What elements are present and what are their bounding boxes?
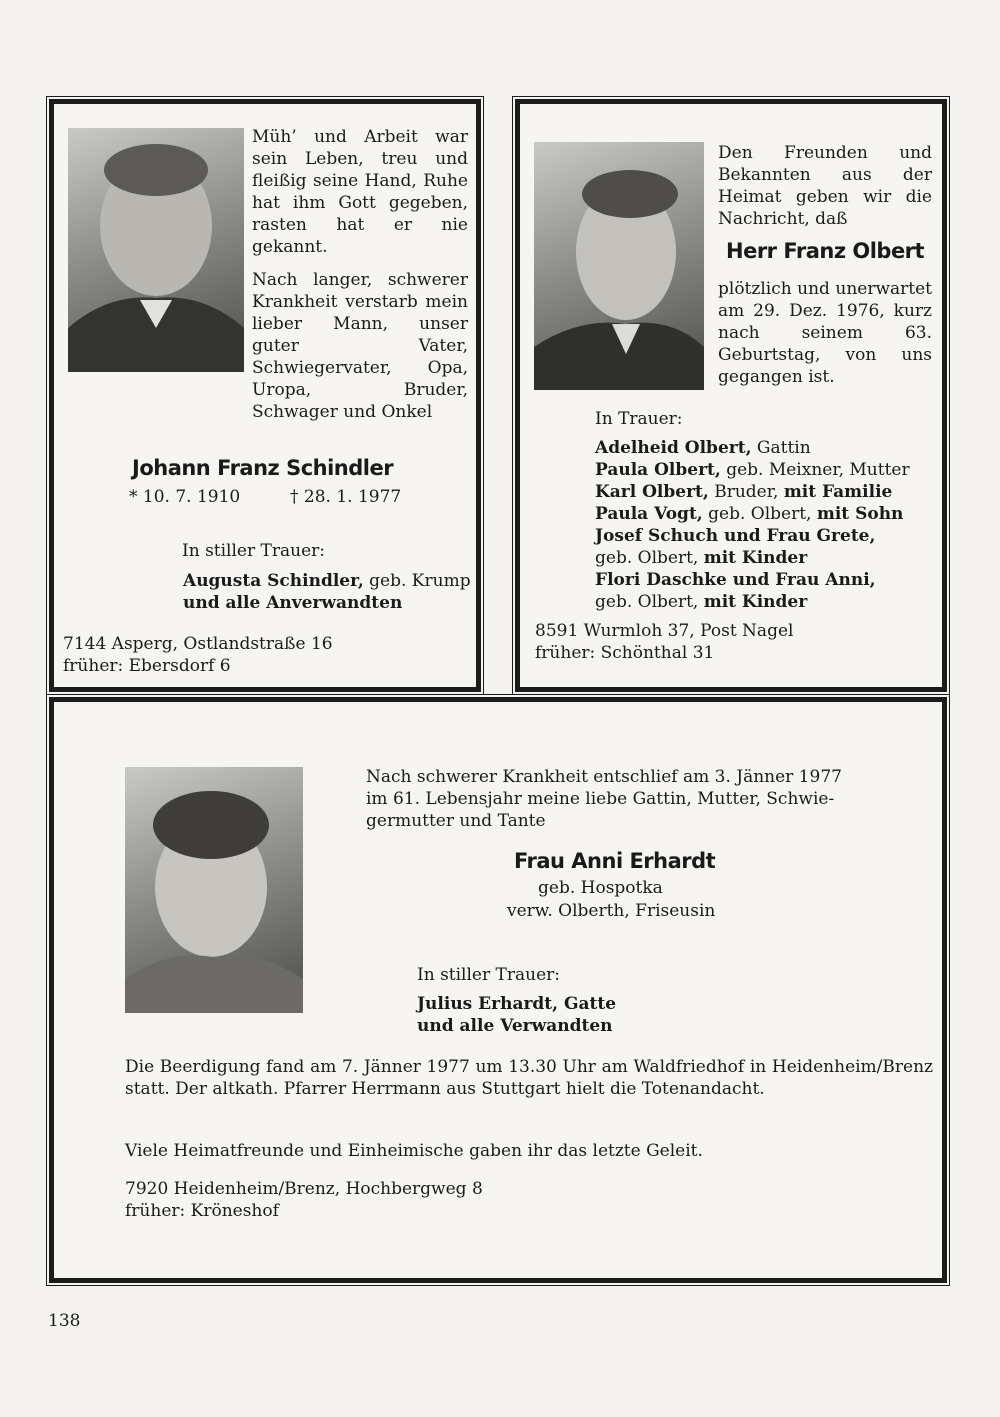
mourner-list <box>595 437 910 613</box>
death-date: † 28. 1. 1977 <box>290 487 402 507</box>
obituary-message <box>366 766 842 832</box>
mourner-line <box>595 503 910 525</box>
mourner-others: und alle Anverwandten <box>183 593 403 613</box>
widowed-name: verw. Olberth, Friseusin <box>507 901 716 921</box>
obituary-erhardt <box>49 697 947 1283</box>
mourner-list <box>183 570 471 614</box>
mourner-detail: Bruder, <box>708 482 784 502</box>
mourner-name: Adelheid Olbert, <box>595 438 752 458</box>
mourner-name: mit Sohn <box>816 504 904 524</box>
mourner-name: Flori Daschke und Frau Anni, <box>595 570 876 590</box>
mourning-heading: In stiller Trauer: <box>182 541 325 561</box>
mourner-name: Julius Erhardt, Gatte <box>417 994 617 1014</box>
funeral-notice: Die Beerdigung fand am 7. Jänner 1977 um 13.30 Uhr am Waldfriedhof in Heidenheim/Brenz statt. Der altkath. Pfarrer Herrmann aus Stuttgart hielt die Totenandacht. <box>125 1057 933 1099</box>
obituary-message: plötzlich und unerwartet am 29. Dez. 1976, kurz nach seinem 63. Geburtstag, von uns gegangen ist. <box>718 279 932 387</box>
portrait-photo-schindler <box>68 128 244 372</box>
mourner-line <box>595 525 910 547</box>
mourner-detail: geb. Olbert, <box>595 592 704 612</box>
mourner-name: Karl Olbert, <box>595 482 709 502</box>
mourner-detail: geb. Olbert, <box>702 504 817 524</box>
address-block <box>63 633 333 677</box>
mourner-detail: Gattin <box>751 438 811 458</box>
page-number: 138 <box>48 1311 81 1331</box>
escort-notice: Viele Heimatfreunde und Einheimische gaben ihr das letzte Geleit. <box>125 1141 703 1161</box>
mourner-name: Josef Schuch und Frau Grete, <box>595 526 876 546</box>
mourner-line <box>595 569 910 591</box>
mourner-name: mit Kinder <box>703 548 808 568</box>
deceased-name: Herr Franz Olbert <box>726 239 925 263</box>
mourner-line <box>595 547 910 569</box>
obituary-schindler <box>49 99 481 692</box>
mourner-name: mit Kinder <box>703 592 808 612</box>
mourner-name: Paula Vogt, <box>595 504 703 524</box>
address-current: 8591 Wurmloh 37, Post Nagel <box>535 621 794 641</box>
portrait-photo-erhardt <box>125 767 303 1013</box>
obituary-verse: Müh’ und Arbeit war sein Leben, treu und fleißig seine Hand, Ruhe hat ihm Gott gegeben, rasten hat er nie gekannt. <box>252 127 468 257</box>
address-block <box>535 620 793 664</box>
deceased-name: Frau Anni Erhardt <box>514 849 716 873</box>
mourner-line <box>595 481 910 503</box>
mourner-line <box>595 459 910 481</box>
maiden-name: geb. Hospotka <box>538 878 663 898</box>
address-former: früher: Kröneshof <box>125 1201 279 1221</box>
mourner-name: mit Familie <box>783 482 893 502</box>
mourner-name: Augusta Schindler, <box>183 571 364 591</box>
mourning-heading: In stiller Trauer: <box>417 965 560 985</box>
mourning-heading: In Trauer: <box>595 409 683 429</box>
mourner-name: Paula Olbert, <box>595 460 721 480</box>
mourner-detail: geb. Meixner, Mutter <box>720 460 910 480</box>
portrait-photo-olbert <box>534 142 704 390</box>
mourner-line <box>595 591 910 613</box>
mourner-list <box>417 993 616 1037</box>
obituary-olbert <box>515 99 947 692</box>
mourner-detail: geb. Krump <box>363 571 471 591</box>
birth-date: * 10. 7. 1910 <box>129 487 241 507</box>
message-line: im 61. Lebensjahr meine liebe Gattin, Mutter, Schwie- <box>366 789 835 809</box>
mourner-detail: geb. Olbert, <box>595 548 704 568</box>
mourner-line <box>595 437 910 459</box>
address-former: früher: Ebersdorf 6 <box>63 656 231 676</box>
obituary-message: Nach langer, schwerer Krankheit verstarb mein lieber Mann, unser guter Vater, Schwiegervater, Opa, Uropa, Bruder, Schwager und Onkel <box>252 270 468 422</box>
mourner-others: und alle Verwandten <box>417 1016 613 1036</box>
address-current: 7144 Asperg, Ostlandstraße 16 <box>63 634 333 654</box>
address-current: 7920 Heidenheim/Brenz, Hochbergweg 8 <box>125 1179 483 1199</box>
deceased-name: Johann Franz Schindler <box>132 456 394 480</box>
message-line: Nach schwerer Krankheit entschlief am 3. Jänner 1977 <box>366 767 842 787</box>
address-block <box>125 1178 483 1222</box>
obituary-intro: Den Freunden und Bekannten aus der Heimat geben wir die Nachricht, daß <box>718 143 932 229</box>
address-former: früher: Schönthal 31 <box>535 643 715 663</box>
message-line: germutter und Tante <box>366 811 546 831</box>
